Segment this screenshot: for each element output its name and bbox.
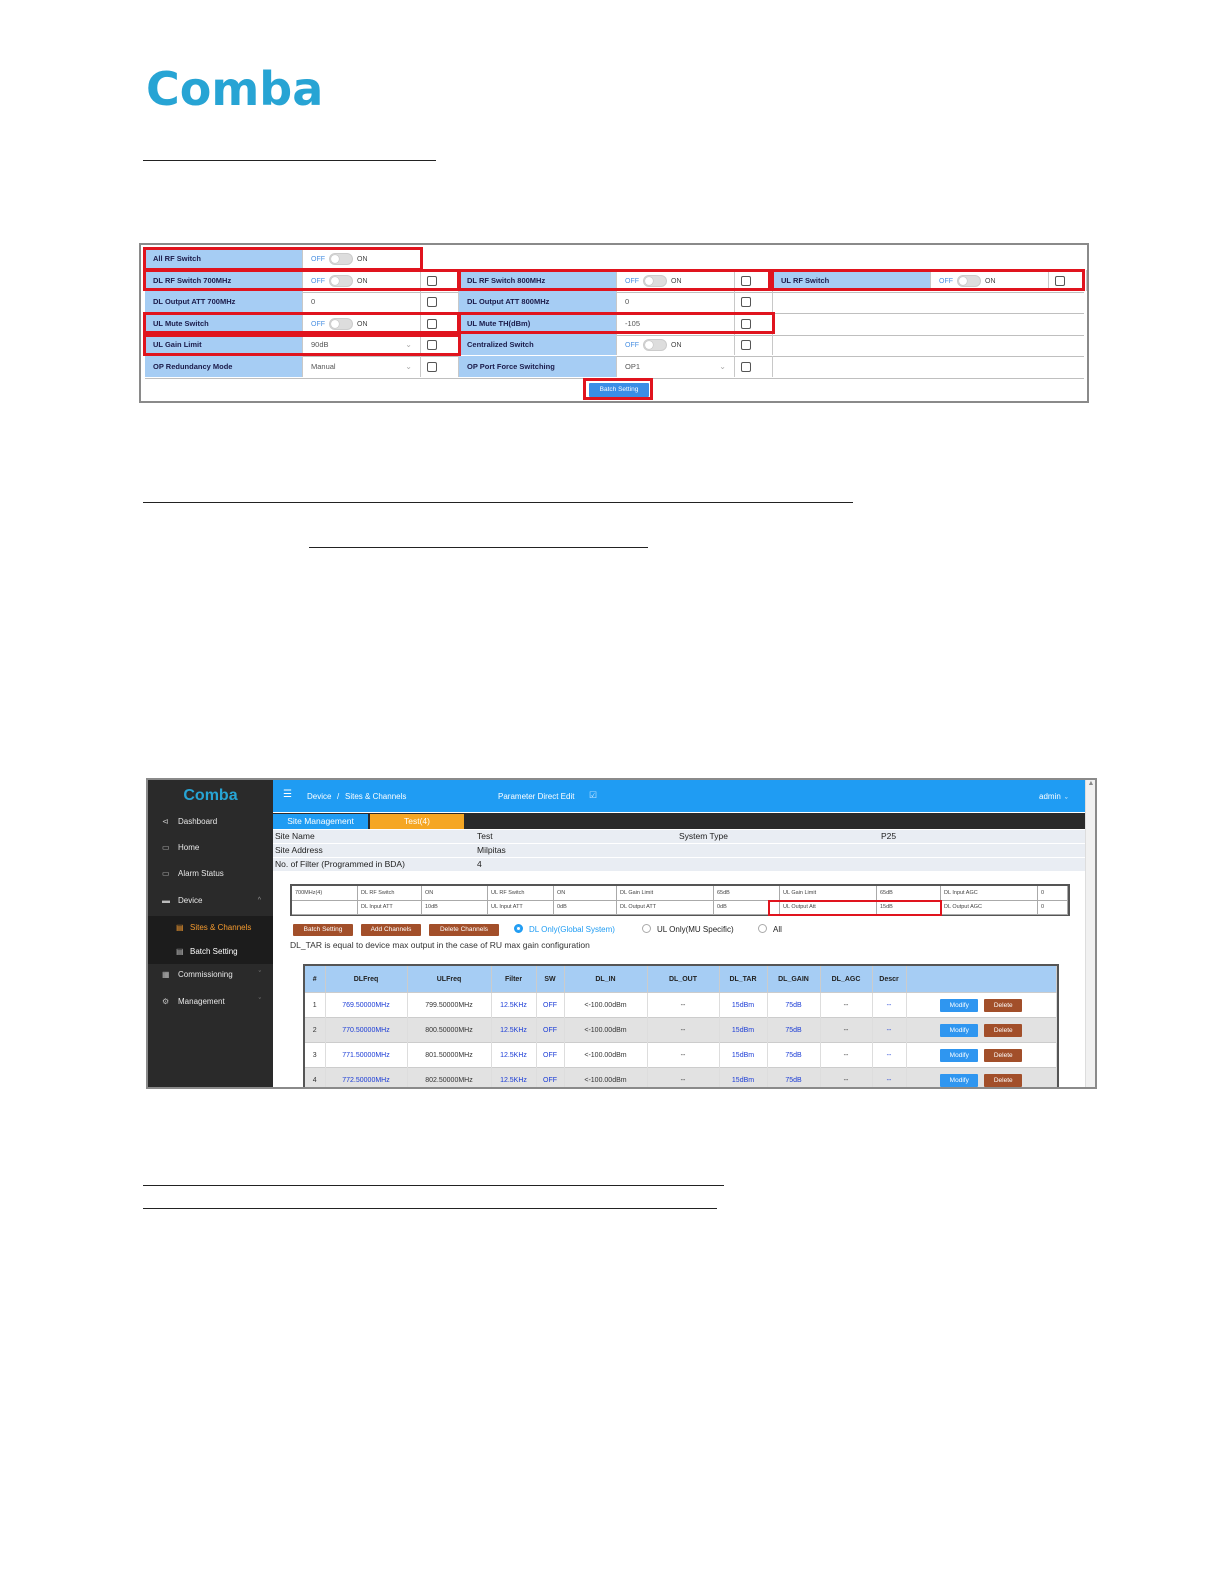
op-port-force-switching-select[interactable] bbox=[617, 356, 735, 377]
dl-output-att-700mhz-checkbox[interactable] bbox=[421, 291, 459, 312]
toggle-off-label: OFF bbox=[311, 320, 325, 328]
radio-dl-only[interactable] bbox=[514, 924, 615, 936]
parameter-direct-edit-checkbox[interactable]: ☑ bbox=[589, 790, 598, 800]
modify-button[interactable]: Modify bbox=[940, 999, 978, 1012]
add-channels-button[interactable]: Add Channels bbox=[361, 924, 421, 936]
dl-output-att-800mhz-label: DL Output ATT 800MHz bbox=[459, 291, 617, 312]
sites-icon: ▤ bbox=[176, 923, 184, 932]
site-name-value: Test bbox=[477, 831, 493, 841]
ul-gain-limit-value: 90dB bbox=[311, 340, 329, 350]
batch-row bbox=[145, 356, 1084, 379]
heading-underline bbox=[143, 502, 853, 503]
column-header: DL_AGC bbox=[820, 966, 872, 993]
ul-mute-switch-toggle[interactable] bbox=[303, 313, 421, 334]
radio-ul-only-label: UL Only(MU Specific) bbox=[657, 925, 734, 934]
table-cell: -- bbox=[820, 1043, 872, 1068]
site-address-label: Site Address bbox=[275, 845, 323, 855]
sidebar-item-sites-channels[interactable] bbox=[148, 916, 273, 940]
summary-cell: 10dB bbox=[422, 900, 488, 914]
checkbox-icon bbox=[427, 319, 437, 329]
summary-row bbox=[292, 900, 1068, 915]
radio-empty-icon bbox=[642, 924, 651, 933]
radio-all[interactable] bbox=[758, 924, 782, 936]
table-cell: <-100.00dBm bbox=[564, 1068, 647, 1090]
ul-gain-limit-checkbox[interactable] bbox=[421, 334, 459, 355]
summary-cell: 0 bbox=[1038, 900, 1068, 914]
table-cell: OFF bbox=[536, 993, 564, 1018]
table-cell: OFF bbox=[536, 1068, 564, 1090]
dl-output-att-800mhz-input[interactable] bbox=[617, 291, 735, 312]
batch-row bbox=[145, 313, 1084, 336]
dl-rf-switch-700mhz-toggle[interactable] bbox=[303, 270, 421, 291]
ul-gain-limit-select[interactable] bbox=[303, 334, 421, 355]
chevron-down-icon: ⌄ bbox=[405, 340, 412, 350]
menu-icon[interactable]: ☰ bbox=[283, 789, 292, 800]
ul-mute-switch-checkbox[interactable] bbox=[421, 313, 459, 334]
all-rf-switch-toggle[interactable] bbox=[303, 248, 421, 269]
chevron-down-icon: ⌄ bbox=[719, 362, 726, 371]
batch-icon: ▤ bbox=[176, 947, 184, 956]
dl-output-att-700mhz-input[interactable] bbox=[303, 291, 421, 312]
tab-site-management[interactable]: Site Management bbox=[273, 814, 368, 829]
dl-tar-note: DL_TAR is equal to device max output in the case of RU max gain configuration bbox=[290, 940, 590, 950]
dl-output-att-800mhz-value: 0 bbox=[625, 297, 630, 307]
summary-cell: ON bbox=[422, 886, 488, 900]
ul-rf-switch-checkbox[interactable] bbox=[1049, 270, 1087, 291]
checkbox-icon bbox=[741, 340, 751, 350]
radio-selected-icon bbox=[514, 924, 523, 933]
table-row bbox=[305, 993, 1057, 1018]
system-type-value: P25 bbox=[881, 831, 897, 841]
column-header: # bbox=[305, 966, 325, 993]
sidebar-item-commissioning[interactable] bbox=[148, 965, 273, 985]
row-actions bbox=[906, 1043, 1057, 1068]
modify-button[interactable]: Modify bbox=[940, 1049, 978, 1062]
row-actions bbox=[906, 993, 1057, 1018]
heading-underline bbox=[143, 1185, 724, 1186]
column-header: Filter bbox=[491, 966, 536, 993]
checkbox-icon bbox=[427, 362, 437, 372]
breadcrumb-device[interactable]: Device bbox=[307, 792, 332, 801]
ul-rf-switch-label: UL RF Switch bbox=[773, 270, 931, 291]
table-cell: -- bbox=[820, 993, 872, 1018]
summary-cell: 65dB bbox=[714, 886, 780, 900]
table-cell: -- bbox=[820, 1068, 872, 1090]
summary-cell: UL Input ATT bbox=[488, 900, 554, 914]
dl-rf-switch-700mhz-label: DL RF Switch 700MHz bbox=[145, 270, 303, 291]
checkbox-icon bbox=[741, 362, 751, 372]
toggle-on-label: ON bbox=[357, 277, 368, 285]
table-cell: 802.50000MHz bbox=[407, 1068, 491, 1090]
ul-mute-th-dbm-label: UL Mute TH(dBm) bbox=[459, 313, 617, 334]
dl-rf-switch-800mhz-checkbox[interactable] bbox=[735, 270, 773, 291]
op-redundancy-mode-checkbox[interactable] bbox=[421, 356, 459, 377]
batch-setting-panel bbox=[139, 243, 1089, 403]
summary-cell: UL Output Att bbox=[780, 900, 877, 914]
ul-rf-switch-toggle[interactable] bbox=[931, 270, 1049, 291]
modify-button[interactable]: Modify bbox=[940, 1074, 978, 1087]
sidebar-item-alarm-status[interactable] bbox=[148, 864, 273, 884]
toggle-off-label: OFF bbox=[625, 342, 639, 350]
table-cell: -- bbox=[872, 1068, 906, 1090]
tab-bar bbox=[273, 813, 1085, 829]
toggle-on-label: ON bbox=[671, 277, 682, 285]
table-cell: 15dBm bbox=[719, 1043, 767, 1068]
sidebar bbox=[148, 780, 273, 1087]
summary-cell: DL Output AGC bbox=[941, 900, 1038, 914]
tab-test[interactable]: Test(4) bbox=[370, 814, 464, 829]
table-cell: -- bbox=[647, 1068, 719, 1090]
table-cell: 770.50000MHz bbox=[325, 1018, 407, 1043]
op-port-force-switching-label: OP Port Force Switching bbox=[459, 356, 617, 377]
toggle-switch-icon bbox=[643, 339, 667, 351]
system-type-label: System Type bbox=[679, 831, 728, 841]
toggle-switch-icon bbox=[329, 318, 353, 330]
checkbox-icon bbox=[741, 297, 751, 307]
sidebar-item-label: Dashboard bbox=[178, 817, 218, 826]
table-cell: 800.50000MHz bbox=[407, 1018, 491, 1043]
ul-mute-switch-label: UL Mute Switch bbox=[145, 313, 303, 334]
home-icon: ▭ bbox=[162, 843, 170, 852]
toggle-off-label: OFF bbox=[311, 277, 325, 285]
heading-underline bbox=[143, 1208, 717, 1209]
delete-button[interactable]: Delete bbox=[984, 1024, 1022, 1037]
toggle-switch-icon bbox=[329, 275, 353, 287]
checkbox-icon bbox=[427, 276, 437, 286]
summary-cell: UL RF Switch bbox=[488, 886, 554, 900]
top-bar bbox=[273, 780, 1085, 812]
heading-underline bbox=[309, 547, 648, 548]
table-cell: 769.50000MHz bbox=[325, 993, 407, 1018]
modify-button[interactable]: Modify bbox=[940, 1024, 978, 1037]
table-cell: -- bbox=[647, 1018, 719, 1043]
parameter-direct-edit-label: Parameter Direct Edit bbox=[498, 792, 575, 801]
toggle-off-label: OFF bbox=[625, 277, 639, 285]
sidebar-item-management[interactable] bbox=[148, 992, 273, 1012]
dl-rf-switch-700mhz-checkbox[interactable] bbox=[421, 270, 459, 291]
management-icon: ⚙ bbox=[162, 997, 170, 1006]
table-cell: <-100.00dBm bbox=[564, 993, 647, 1018]
summary-cell: 65dB bbox=[877, 886, 941, 900]
table-cell: -- bbox=[647, 1043, 719, 1068]
delete-button[interactable]: Delete bbox=[984, 999, 1022, 1012]
chevron-icon: ^ bbox=[257, 897, 261, 904]
table-cell: OFF bbox=[536, 1018, 564, 1043]
toggle-on-label: ON bbox=[985, 277, 996, 285]
toggle-on-label: ON bbox=[357, 256, 368, 263]
toggle-switch-icon bbox=[643, 275, 667, 287]
ul-gain-limit-label: UL Gain Limit bbox=[145, 334, 303, 355]
table-cell: 75dB bbox=[767, 1018, 820, 1043]
table-cell: -- bbox=[872, 993, 906, 1018]
column-header: DL_IN bbox=[564, 966, 647, 993]
table-cell: 15dBm bbox=[719, 993, 767, 1018]
centralized-switch-toggle[interactable] bbox=[617, 334, 735, 355]
scroll-up-icon[interactable]: ▲ bbox=[1087, 780, 1095, 787]
table-cell: 75dB bbox=[767, 993, 820, 1018]
sidebar-item-label: Alarm Status bbox=[178, 869, 224, 878]
dashboard-icon: ⊲ bbox=[162, 817, 169, 826]
summary-cell: 700MHz(4) bbox=[292, 886, 358, 900]
table-cell: -- bbox=[647, 993, 719, 1018]
op-port-force-switching-checkbox[interactable] bbox=[735, 356, 773, 377]
batch-row bbox=[145, 270, 1084, 293]
table-cell: -- bbox=[872, 1018, 906, 1043]
site-address-value: Milpitas bbox=[477, 845, 506, 855]
summary-row bbox=[292, 886, 1068, 901]
table-row bbox=[305, 1068, 1057, 1090]
summary-cell bbox=[292, 900, 358, 914]
table-cell: 75dB bbox=[767, 1068, 820, 1090]
batch-row bbox=[145, 248, 1084, 271]
summary-cell: 0dB bbox=[554, 900, 617, 914]
column-header: DLFreq bbox=[325, 966, 407, 993]
op-port-force-switching-value: OP1 bbox=[625, 362, 641, 371]
radio-empty-icon bbox=[758, 924, 767, 933]
filters-label: No. of Filter (Programmed in BDA) bbox=[275, 859, 405, 869]
site-name-label: Site Name bbox=[275, 831, 315, 841]
chevron-icon: ˇ bbox=[258, 998, 261, 1005]
heading-underline bbox=[143, 160, 436, 161]
column-header: ULFreq bbox=[407, 966, 491, 993]
batch-row bbox=[145, 334, 1084, 357]
table-cell: -- bbox=[820, 1018, 872, 1043]
chevron-icon: ˇ bbox=[258, 971, 261, 978]
filter-summary-table bbox=[290, 884, 1070, 916]
column-header: DL_TAR bbox=[719, 966, 767, 993]
table-cell: 772.50000MHz bbox=[325, 1068, 407, 1090]
table-cell: 3 bbox=[305, 1043, 325, 1068]
toggle-switch-icon bbox=[957, 275, 981, 287]
sidebar-item-label: Commissioning bbox=[178, 970, 233, 979]
chevron-down-icon: ⌄ bbox=[405, 362, 412, 371]
sidebar-brand: Comba bbox=[148, 780, 273, 812]
sidebar-item-label: Batch Setting bbox=[190, 947, 238, 956]
op-redundancy-mode-select[interactable] bbox=[303, 356, 421, 377]
op-redundancy-mode-label: OP Redundancy Mode bbox=[145, 356, 303, 377]
table-cell: 799.50000MHz bbox=[407, 993, 491, 1018]
ul-mute-th-dbm-value: -105 bbox=[625, 318, 641, 328]
checkbox-icon bbox=[427, 340, 437, 350]
checkbox-icon bbox=[741, 319, 751, 329]
toggle-off-label: OFF bbox=[939, 277, 953, 285]
table-cell: 801.50000MHz bbox=[407, 1043, 491, 1068]
breadcrumb-separator: / bbox=[337, 792, 340, 801]
table-cell: 2 bbox=[305, 1018, 325, 1043]
table-cell: <-100.00dBm bbox=[564, 1043, 647, 1068]
dl-output-att-800mhz-checkbox[interactable] bbox=[735, 291, 773, 312]
sidebar-item-home[interactable] bbox=[148, 838, 273, 858]
dl-rf-switch-800mhz-label: DL RF Switch 800MHz bbox=[459, 270, 617, 291]
ul-mute-th-dbm-checkbox[interactable] bbox=[735, 313, 773, 334]
sidebar-item-batch-setting[interactable] bbox=[148, 940, 273, 964]
channels-table bbox=[303, 964, 1059, 1089]
table-cell: OFF bbox=[536, 1043, 564, 1068]
sidebar-item-label: Sites & Channels bbox=[190, 923, 252, 932]
summary-cell: UL Gain Limit bbox=[780, 886, 877, 900]
toggle-off-label: OFF bbox=[311, 256, 325, 263]
delete-channels-button[interactable]: Delete Channels bbox=[429, 924, 499, 936]
user-menu[interactable]: admin bbox=[1039, 792, 1061, 801]
table-cell: 12.5KHz bbox=[491, 993, 536, 1018]
checkbox-icon bbox=[427, 297, 437, 307]
table-cell: 15dBm bbox=[719, 1068, 767, 1090]
row-actions bbox=[906, 1018, 1057, 1043]
checkbox-icon bbox=[1055, 276, 1065, 286]
column-header: DL_GAIN bbox=[767, 966, 820, 993]
radio-all-label: All bbox=[773, 925, 782, 934]
dl-rf-switch-800mhz-toggle[interactable] bbox=[617, 270, 735, 291]
table-cell: 4 bbox=[305, 1068, 325, 1090]
table-cell: 12.5KHz bbox=[491, 1018, 536, 1043]
table-cell: <-100.00dBm bbox=[564, 1018, 647, 1043]
commissioning-icon: ▦ bbox=[162, 970, 170, 979]
toggle-on-label: ON bbox=[671, 342, 682, 350]
summary-cell: 0dB bbox=[714, 900, 780, 914]
radio-ul-only[interactable] bbox=[642, 924, 734, 936]
sidebar-item-label: Home bbox=[178, 843, 200, 852]
table-cell: -- bbox=[872, 1043, 906, 1068]
delete-button[interactable]: Delete bbox=[984, 1049, 1022, 1062]
centralized-switch-label: Centralized Switch bbox=[459, 334, 617, 355]
summary-cell: DL Gain Limit bbox=[617, 886, 714, 900]
radio-dl-only-label: DL Only(Global System) bbox=[529, 925, 615, 934]
summary-cell: 15dB bbox=[877, 900, 941, 914]
column-header: Descr bbox=[872, 966, 906, 993]
delete-button[interactable]: Delete bbox=[984, 1074, 1022, 1087]
centralized-switch-checkbox[interactable] bbox=[735, 334, 773, 355]
summary-cell: 0 bbox=[1038, 886, 1068, 900]
ul-mute-th-dbm-input[interactable] bbox=[617, 313, 735, 334]
summary-cell: DL Input AGC bbox=[941, 886, 1038, 900]
table-row bbox=[305, 1018, 1057, 1043]
sites-channels-screenshot bbox=[146, 778, 1097, 1089]
summary-cell: DL Input ATT bbox=[358, 900, 422, 914]
scrollbar[interactable] bbox=[1085, 780, 1096, 1087]
chevron-down-icon[interactable]: ˬ bbox=[1065, 790, 1068, 799]
all-rf-switch-label: All RF Switch bbox=[145, 248, 303, 269]
sidebar-item-label: Management bbox=[178, 997, 225, 1006]
summary-cell: DL Output ATT bbox=[617, 900, 714, 914]
dl-output-att-700mhz-value: 0 bbox=[311, 297, 316, 307]
batch-setting-button[interactable]: Batch Setting bbox=[589, 383, 649, 397]
sidebar-item-label: Device bbox=[178, 896, 203, 905]
sidebar-item-device[interactable] bbox=[148, 891, 273, 911]
toggle-switch-icon bbox=[329, 253, 353, 265]
batch-setting-button[interactable]: Batch Setting bbox=[293, 924, 353, 936]
table-cell: 771.50000MHz bbox=[325, 1043, 407, 1068]
sidebar-item-dashboard[interactable] bbox=[148, 812, 273, 832]
checkbox-icon bbox=[741, 276, 751, 286]
table-cell: 12.5KHz bbox=[491, 1043, 536, 1068]
table-cell: 75dB bbox=[767, 1043, 820, 1068]
table-cell: 1 bbox=[305, 993, 325, 1018]
summary-cell: DL RF Switch bbox=[358, 886, 422, 900]
summary-cell: ON bbox=[554, 886, 617, 900]
column-header: DL_OUT bbox=[647, 966, 719, 993]
breadcrumb-sites-channels[interactable]: Sites & Channels bbox=[345, 792, 407, 801]
alarm-icon: ▭ bbox=[162, 869, 170, 878]
table-cell: 15dBm bbox=[719, 1018, 767, 1043]
table-row bbox=[305, 1043, 1057, 1068]
toggle-on-label: ON bbox=[357, 320, 368, 328]
column-header: SW bbox=[536, 966, 564, 993]
op-redundancy-mode-value: Manual bbox=[311, 362, 336, 371]
row-actions bbox=[906, 1068, 1057, 1090]
table-cell: 12.5KHz bbox=[491, 1068, 536, 1090]
comba-logo: Comba bbox=[146, 62, 324, 116]
filters-value: 4 bbox=[477, 859, 482, 869]
batch-row bbox=[145, 291, 1084, 314]
device-icon: ▬ bbox=[162, 896, 170, 905]
dl-output-att-700mhz-label: DL Output ATT 700MHz bbox=[145, 291, 303, 312]
column-header bbox=[906, 966, 1057, 993]
